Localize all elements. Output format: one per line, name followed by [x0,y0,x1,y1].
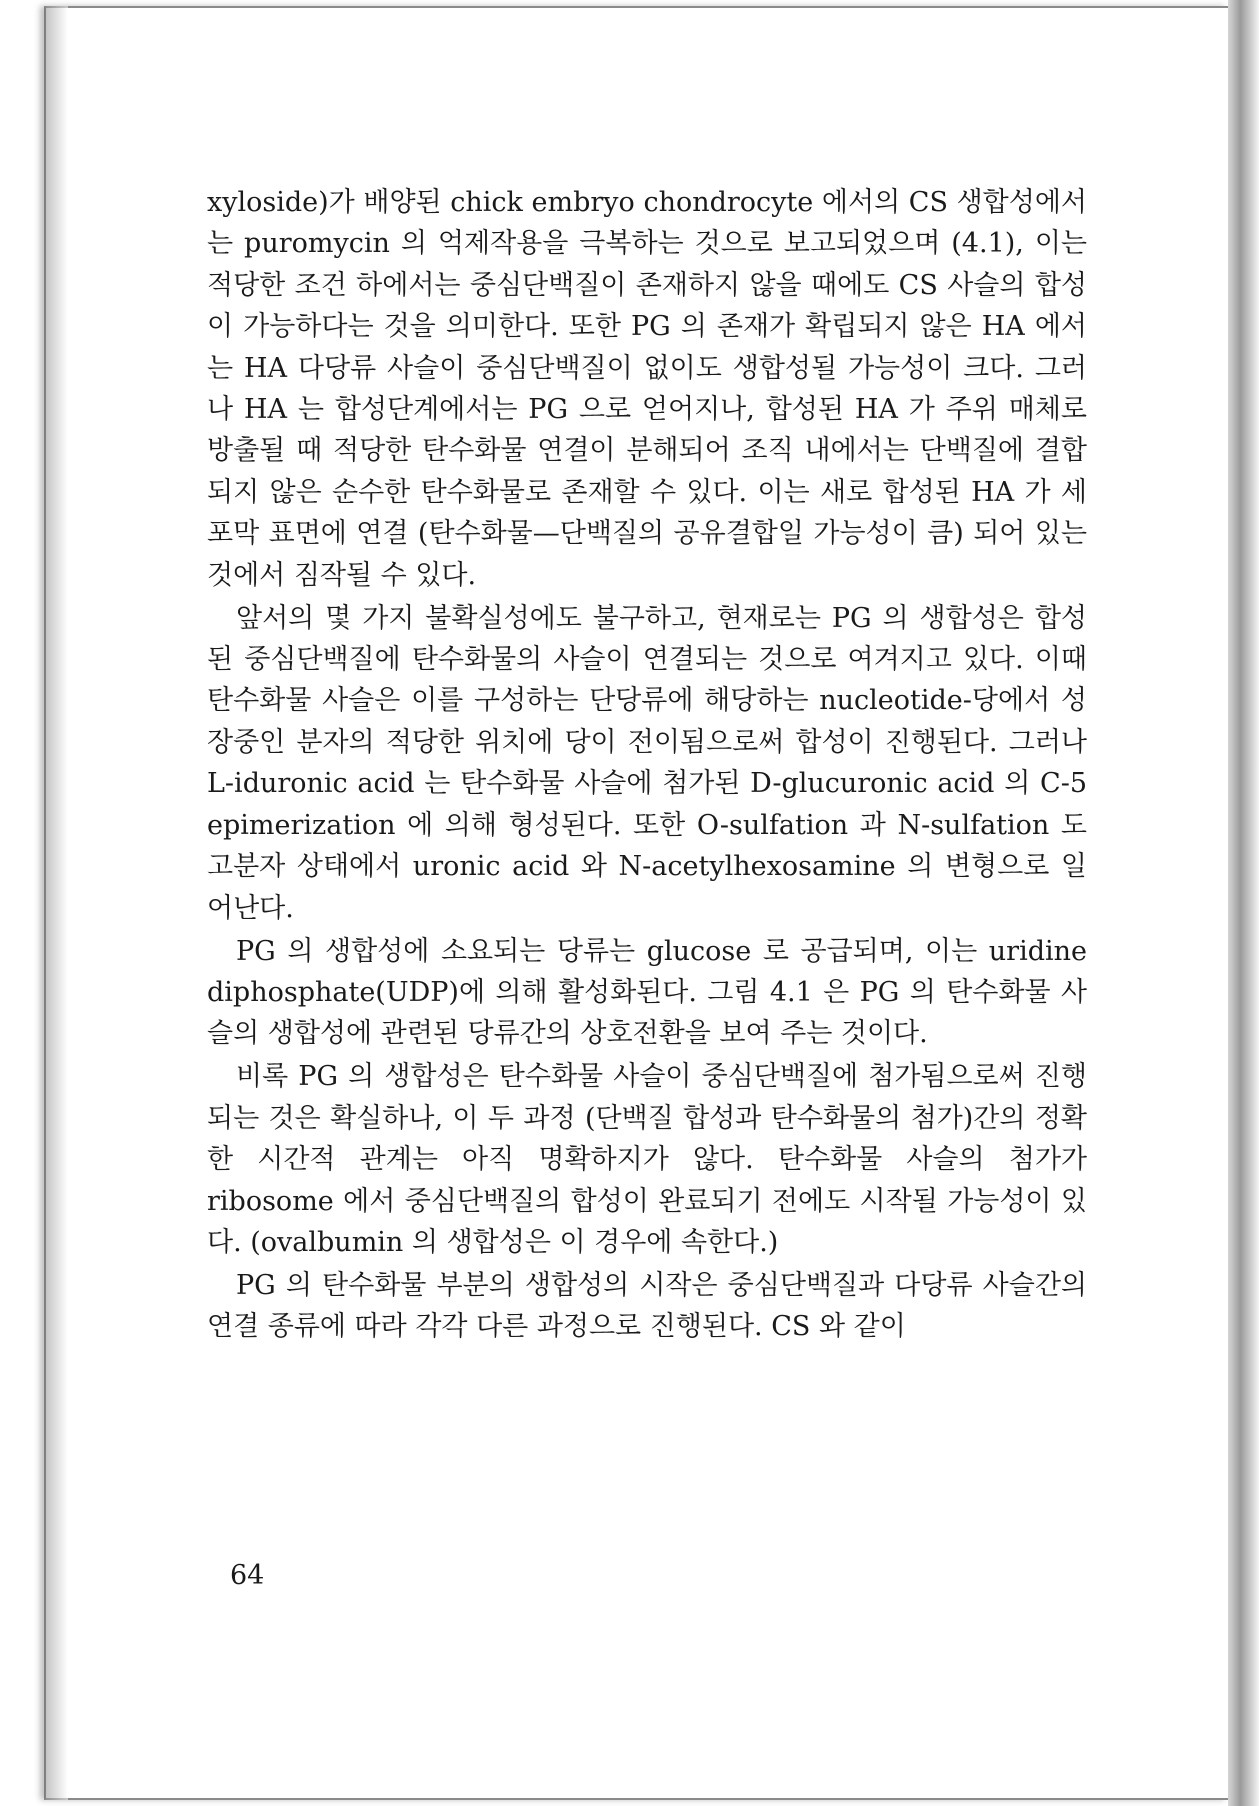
paragraph-3: PG 의 생합성에 소요되는 당류는 glucose 로 공급되며, 이는 uridine diphosphate(UDP)에 의해 활성화된다. 그림 4.1 은 PG 의 탄수화물 사슬의 생합성에 관련된 당류간의 상호전환을 보여 주는 것이다. [207,935,1087,1050]
page-number: 64 [230,1560,265,1591]
paragraph-2: 앞서의 몇 가지 불확실성에도 불구하고, 현재로는 PG 의 생합성은 합성된 중심단백질에 탄수화물의 사슬이 연결되는 것으로 여겨지고 있다. 이때 탄수화물 사슬은 이를 구성하는 단당류에 해당하는 nucleotide-당에서 성장중인 분자의 적당한 위치에 당이 전이됨으로써 합성이 진행된다. 그러나 L-iduronic acid 는 탄수화물 사슬에 첨가된 D-glucuronic acid 의 C-5 epimerization 에 의해 형성된다. 또한 O-sulfation 과 N-sulfation 도 고분자 상태에서 uronic acid 와 N-acetylhexosamine 의 변형으로 일어난다. [207,602,1087,924]
page-shadow [1228,0,1259,1806]
paragraph-5: PG 의 탄수화물 부분의 생합성의 시작은 중심단백질과 다당류 사슬간의 연결 종류에 따라 각각 다른 과정으로 진행된다. CS 와 같이 [207,1269,1087,1343]
page-edge-shading [44,6,68,1800]
paragraph-1: xyloside)가 배양된 chick embryo chondrocyte 에서의 CS 생합성에서는 puromycin 의 억제작용을 극복하는 것으로 보고되었으며 (4.1), 이는 적당한 조건 하에서는 중심단백질이 존재하지 않을 때에도 CS 사슬의 합성이 가능하다는 것을 의미한다. 또한 PG 의 존재가 확립되지 않은 HA 에서는 HA 다당류 사슬이 중심단백질이 없이도 생합성될 가능성이 크다. 그러나 HA 는 합성단계에서는 PG 으로 얻어지나, 합성된 HA 가 주위 매체로 방출될 때 적당한 탄수화물 연결이 분해되어 조직 내에서는 단백질에 결합되지 않은 순수한 탄수화물로 존재할 수 있다. 이는 새로 합성된 HA 가 세포막 표면에 연결 (탄수화물—단백질의 공유결합일 가능성이 큼) 되어 있는 것에서 짐작될 수 있다. [207,187,1087,591]
body-text [207,182,1087,1349]
paragraph-4: 비록 PG 의 생합성은 탄수화물 사슬이 중심단백질에 첨가됨으로써 진행되는 것은 확실하나, 이 두 과정 (단백질 합성과 탄수화물의 첨가)간의 정확한 시간적 관계는 아직 명확하지가 않다. 탄수화물 사슬의 첨가가 ribosome 에서 중심단백질의 합성이 완료되기 전에도 시작될 가능성이 있다. (ovalbumin 의 생합성은 이 경우에 속한다.) [207,1061,1087,1258]
